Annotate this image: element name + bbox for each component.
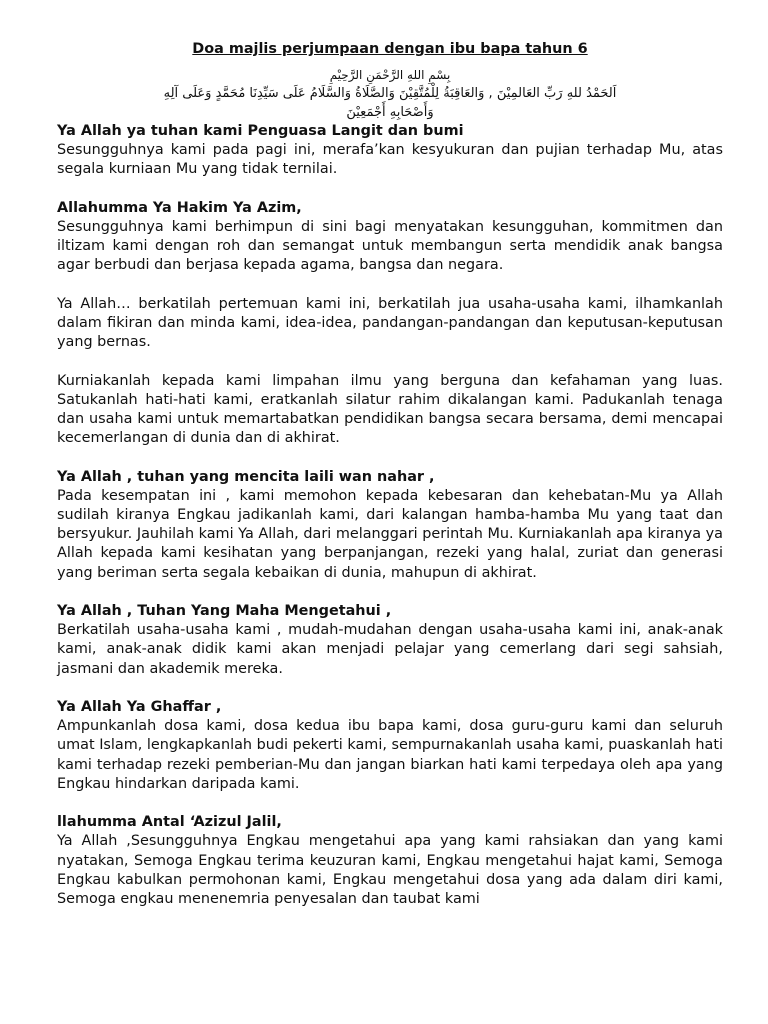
section-heading-1: Ya Allah ya tuhan kami Penguasa Langit dan bumi [57,123,464,139]
arabic-basmala: بِسْمِ اللهِ الرَّحْمَنِ الرَّحِيْمِ [329,68,451,82]
section-2-paragraph-2: Ya Allah… berkatilah pertemuan kami ini, berkatilah jua usaha-usaha kami, ilhamkanlah dalam fikiran dan minda kami, idea-idea, pandangan-pandangan dan keputusan-keputusan yang bernas. [57,295,723,351]
section-6-paragraph-1: Ya Allah ,Sesungguhnya Engkau mengetahui apa yang kami rahsiakan dan yang kami nyatakan, Semoga Engkau terima keuzuran kami, Engkau mengetahui hajat kami, Semoga Engkau kabulkan permohonan kami, Engkau mengetahui dosa yang ada dalam diri kami, Semoga engkau menenemria penyesalan dan taubat kami [57,833,723,908]
document-title: Doa majlis perjumpaan dengan ibu bapa tahun 6 [192,41,588,57]
section-heading-4: Ya Allah , Tuhan Yang Maha Mengetahui , [57,603,392,619]
section-3-paragraph-1: Pada kesempatan ini , kami memohon kepada kebesaran dan kehebatan-Mu ya Allah sudilah kiranya Engkau jadikanlah kami, dari kalangan hamba-hamba Mu yang taat dan bersyukur. Jauhilah kami Ya Allah, dari melanggari perintah Mu. Kurniakanlah apa kiranya ya Allah kepada kami kesihatan yang berpanjangan, rezeki yang halal, zuriat dan generasi yang beriman serta segala kebaikan di dunia, mahupun di akhirat. [57,487,723,581]
spacer [57,276,723,295]
section-5-paragraph-1: Ampunkanlah dosa kami, dosa kedua ibu bapa kami, dosa guru-guru kami dan seluruh umat Islam, lengkapkanlah budi pekerti kami, sempurnakanlah usaha kami, puaskanlah hati kami terhadap rezeki pemberian-Mu dan jangan biarkan hati kami terpedaya oleh apa yang Engkau hindarkan daripada kami. [57,718,723,792]
section-heading-6: llahumma Antal ‘Azizul Jalil, [57,814,282,831]
spacer [57,679,723,698]
section-4-paragraph-1: Berkatilah usaha-usaha kami , mudah-mudahan dengan usaha-usaha kami ini, anak-anak kami, anak-anak didik kami akan menjadi pelajar yang cemerlang dari segi sahsiah, jasmani dan akademik mereka. [57,622,723,677]
document-page [57,38,723,909]
section-1-paragraph-1: Sesungguhnya kami pada pagi ini, merafa’kan kesyukuran dan pujian terhadap Mu, atas segala kurniaan Mu yang tidak ternilai. [57,142,723,178]
spacer [57,794,723,813]
section-heading-3: Ya Allah , tuhan yang mencita laili wan nahar , [57,468,435,485]
spacer [57,352,723,371]
section-heading-5: Ya Allah Ya Ghaffar , [57,699,222,715]
section-heading-2: Allahumma Ya Hakim Ya Azim, [57,199,302,216]
spacer [57,180,723,199]
spacer [57,448,723,467]
arabic-opening-line-2: وَأَصْحَابِهِ أَجْمَعِيْنَ [346,105,434,120]
spacer [57,583,723,602]
section-2-paragraph-3: Kurniakanlah kepada kami limpahan ilmu yang berguna dan kefahaman yang luas. Satukanlah hati-hati kami, eratkanlah silatur rahim dikalangan kami. Padukanlah tenaga dan usaha kami untuk memartabatkan pendidikan bangsa secara bersama, demi mencapai kecemerlangan di dunia dan di akhirat. [57,372,723,447]
section-2-paragraph-1: Sesungguhnya kami berhimpun di sini bagi menyatakan kesungguhan, kommitmen dan iltizam kami dengan roh dan semangat untuk membangun serta mendidik anak bangsa agar berbudi dan berjasa kepada agama, bangsa dan negara. [57,219,723,274]
arabic-opening-line-1: اَلحَمْدُ للهِ رَبِّ العَالمِيْنَ , وَالعَاقِبَةُ لِلْمُتَّقِيْنَ وَالصَّلَاةُ وَالسَّلَامُ عَلَى سَيِّدِنَا مُحَمَّدٍ وَعَلَى آلِهِ [163,86,617,101]
